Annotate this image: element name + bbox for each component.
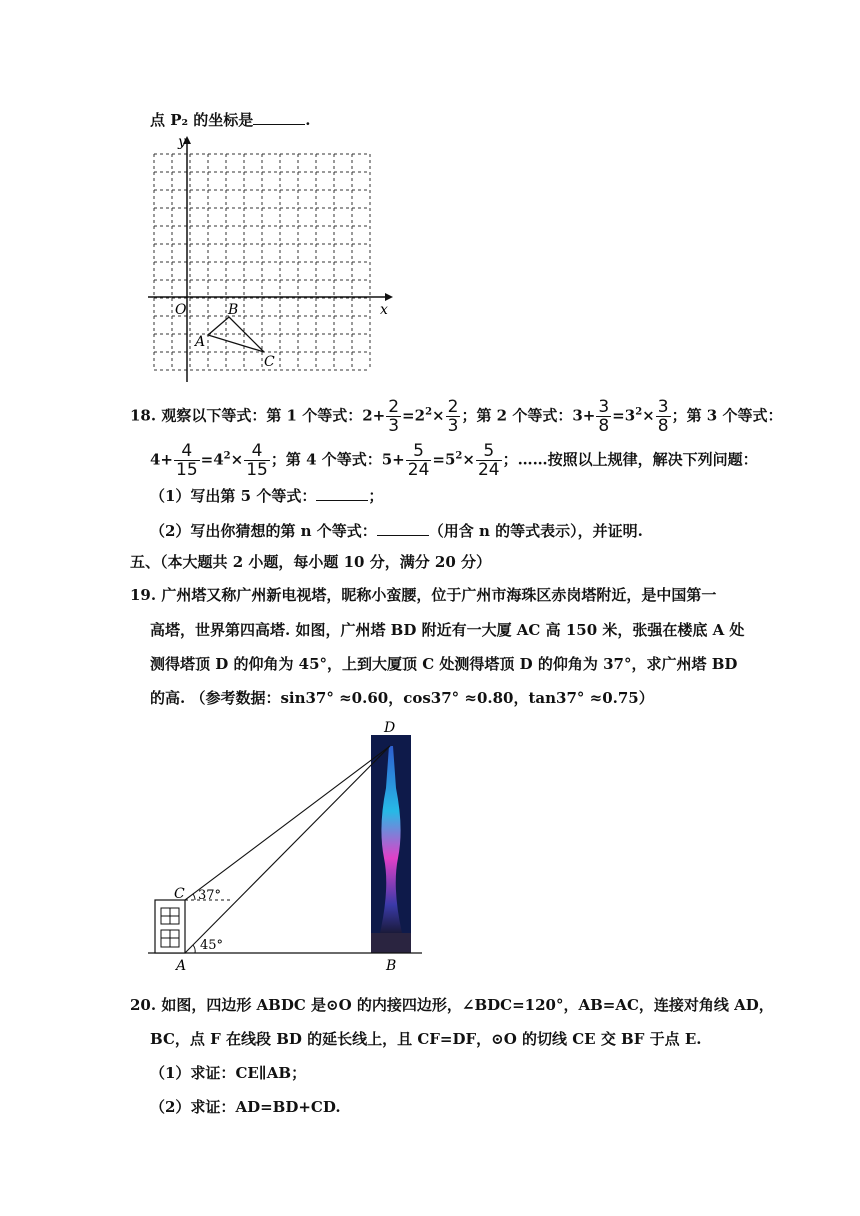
label-b: B bbox=[386, 958, 397, 974]
answer-blank bbox=[377, 521, 429, 536]
frac-den: 15 bbox=[176, 460, 198, 480]
frac-den: 15 bbox=[246, 460, 268, 480]
eq4-exp: 2 bbox=[455, 450, 463, 462]
q18-part1-end: ； bbox=[368, 487, 384, 505]
label-c: C bbox=[174, 886, 185, 902]
q18-tail: ；……按照以上规律，解决下列问题： bbox=[502, 450, 758, 469]
frac-den: 24 bbox=[407, 460, 430, 480]
eq1-times: × bbox=[432, 406, 445, 425]
point-c-label: C bbox=[264, 354, 275, 370]
q20-part2: （2）求证：AD=BD+CD. bbox=[150, 1098, 341, 1116]
q19-line2: 高塔，世界第四高塔. 如图，广州塔 BD 附近有一大厦 AC 高 150 米，张强在楼底 A 处 bbox=[150, 621, 745, 639]
y-axis-label: y bbox=[178, 134, 186, 150]
eq1-b: =2 bbox=[402, 406, 426, 425]
eq3-a: 4+ bbox=[150, 450, 174, 469]
q20-line1: 20. 如图，四边形 ABDC 是⊙O 的内接四边形，∠BDC=120°，AB=AC，连接对角线 AD， bbox=[130, 996, 774, 1014]
label-a: A bbox=[176, 958, 187, 974]
angle-a-label: 45° bbox=[200, 938, 224, 953]
eq1-a: 2+ bbox=[362, 406, 386, 425]
frac-den: 24 bbox=[477, 460, 500, 480]
eq2-times: × bbox=[642, 406, 655, 425]
eq2-a: 3+ bbox=[572, 406, 596, 425]
q18-line1 bbox=[130, 398, 782, 435]
eq4-times: × bbox=[462, 450, 475, 469]
q19-line1: 19. 广州塔又称广州新电视塔，昵称小蛮腰，位于广州市海珠区赤岗塔附近，是中国第一 bbox=[130, 586, 717, 604]
tower-base bbox=[371, 933, 411, 953]
eq2-exp: 2 bbox=[635, 406, 643, 418]
q18-part2-text: （2）写出你猜想的第 n 个等式： bbox=[150, 522, 377, 540]
q17-line bbox=[150, 110, 311, 130]
q18-part2-end: （用含 n 的等式表示），并证明. bbox=[428, 522, 643, 540]
eq1-frac1 bbox=[386, 398, 401, 435]
q18-part2 bbox=[150, 521, 643, 541]
eq3-b: =4 bbox=[200, 450, 224, 469]
q17-end: . bbox=[305, 111, 311, 129]
frac-num: 3 bbox=[657, 397, 669, 417]
eq1-frac2 bbox=[446, 398, 461, 435]
eq2-frac1 bbox=[596, 398, 611, 435]
point-b-label: B bbox=[228, 302, 239, 318]
eq3-exp: 2 bbox=[223, 450, 231, 462]
answer-blank bbox=[316, 486, 368, 501]
frac-den: 3 bbox=[388, 416, 400, 436]
eq3-times: × bbox=[230, 450, 244, 469]
q20-part1: （1）求证：CE∥AB； bbox=[150, 1064, 307, 1082]
label-d: D bbox=[384, 720, 396, 736]
x-axis-arrow bbox=[385, 293, 393, 301]
answer-blank bbox=[253, 110, 305, 125]
frac-num: 2 bbox=[388, 397, 400, 417]
eq4-b: =5 bbox=[432, 450, 456, 469]
q18-sep4: ；第 4 个等式： bbox=[270, 450, 382, 469]
frac-den: 8 bbox=[598, 416, 610, 436]
angle-arc-c bbox=[193, 894, 195, 900]
frac-num: 4 bbox=[244, 442, 270, 461]
frac-num: 5 bbox=[476, 442, 502, 461]
eq3-frac2 bbox=[244, 442, 270, 479]
frac-den: 8 bbox=[657, 416, 669, 436]
sight-line-cd bbox=[185, 746, 390, 900]
frac-num: 4 bbox=[174, 442, 200, 461]
sight-line-ad bbox=[185, 746, 390, 953]
eq4-frac2 bbox=[476, 442, 502, 479]
q19-line4: 的高. （参考数据：sin37° ≈0.60，cos37° ≈0.80，tan37° ≈0.75） bbox=[150, 689, 654, 707]
origin-label: O bbox=[175, 302, 187, 318]
frac-num: 3 bbox=[598, 397, 610, 417]
frac-num: 2 bbox=[447, 397, 459, 417]
eq2-frac2 bbox=[656, 398, 671, 435]
eq4-a: 5+ bbox=[381, 450, 405, 469]
angle-arc-a bbox=[193, 945, 195, 953]
eq4-frac1 bbox=[406, 442, 432, 479]
q20-line2: BC，点 F 在线段 BD 的延长线上，且 CF=DF，⊙O 的切线 CE 交 BF 于点 E. bbox=[150, 1030, 702, 1048]
q18-part1 bbox=[150, 486, 383, 506]
q19-line3: 测得塔顶 D 的仰角为 45°，上到大厦顶 C 处测得塔顶 D 的仰角为 37°，求广州塔 BD bbox=[150, 655, 738, 673]
frac-num: 5 bbox=[406, 442, 432, 461]
q18-intro: 18. 观察以下等式：第 1 个等式： bbox=[130, 406, 363, 425]
eq1-exp: 2 bbox=[425, 406, 433, 418]
tower-figure bbox=[140, 718, 430, 978]
q18-part1-text: （1）写出第 5 个等式： bbox=[150, 487, 317, 505]
eq2-b: =3 bbox=[612, 406, 636, 425]
q18-line2 bbox=[150, 442, 758, 479]
q18-sep3: ；第 3 个等式： bbox=[671, 406, 783, 425]
q18-sep2: ；第 2 个等式： bbox=[461, 406, 573, 425]
frac-den: 3 bbox=[447, 416, 459, 436]
section-5-heading: 五、（本大题共 2 小题，每小题 10 分，满分 20 分） bbox=[130, 553, 492, 571]
eq3-frac1 bbox=[174, 442, 200, 479]
q17-text: 点 P₂ 的坐标是 bbox=[150, 111, 254, 129]
angle-c-label: 37° bbox=[198, 888, 222, 903]
point-a-label: A bbox=[195, 334, 206, 350]
x-axis-label: x bbox=[380, 302, 388, 318]
coordinate-grid-figure bbox=[140, 132, 400, 388]
